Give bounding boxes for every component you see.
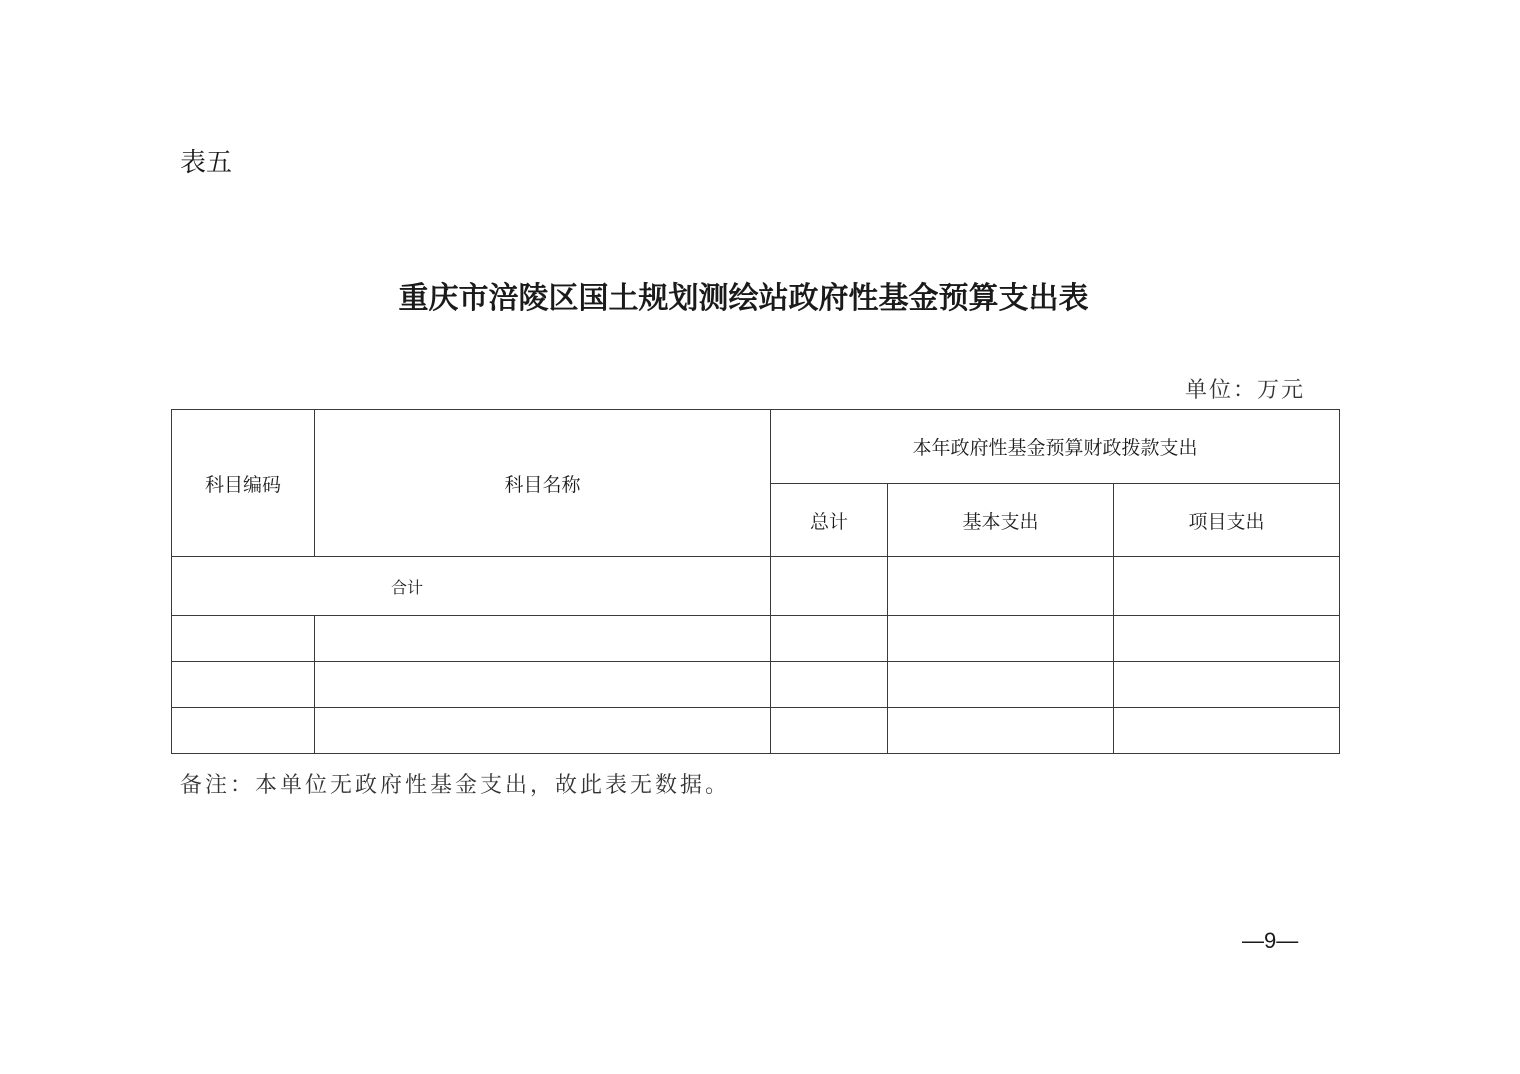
cell-project: [1114, 616, 1340, 662]
cell-code: [172, 708, 315, 754]
header-group: 本年政府性基金预算财政拨款支出: [771, 410, 1340, 484]
header-subject-code: 科目编码: [172, 410, 315, 557]
unit-label: 单位：万元: [1184, 378, 1305, 403]
table-row: [172, 708, 1340, 754]
remark-note: 备注：本单位无政府性基金支出，故此表无数据。: [180, 773, 731, 798]
header-project-expenditure: 项目支出: [1114, 484, 1340, 557]
table-row: [172, 616, 1340, 662]
total-row-total: [771, 557, 888, 616]
cell-basic: [888, 616, 1114, 662]
table-row: [172, 662, 1340, 708]
page-number: —9—: [1242, 928, 1299, 953]
cell-basic: [888, 662, 1114, 708]
cell-code: [172, 662, 315, 708]
cell-code: [172, 616, 315, 662]
cell-name: [315, 616, 771, 662]
cell-name: [315, 662, 771, 708]
budget-table: [171, 409, 1340, 754]
total-row-label: 合计: [172, 557, 771, 616]
total-row: [172, 557, 1340, 616]
cell-name: [315, 708, 771, 754]
cell-project: [1114, 662, 1340, 708]
cell-total: [771, 708, 888, 754]
cell-total: [771, 662, 888, 708]
cell-project: [1114, 708, 1340, 754]
total-row-project: [1114, 557, 1340, 616]
total-row-basic: [888, 557, 1114, 616]
cell-basic: [888, 708, 1114, 754]
header-subject-name: 科目名称: [315, 410, 771, 557]
cell-total: [771, 616, 888, 662]
header-basic-expenditure: 基本支出: [888, 484, 1114, 557]
document-title: 重庆市涪陵区国土规划测绘站政府性基金预算支出表: [398, 281, 1089, 316]
table-label: 表五: [180, 148, 233, 178]
header-row-1: [172, 410, 1340, 484]
header-total: 总计: [771, 484, 888, 557]
